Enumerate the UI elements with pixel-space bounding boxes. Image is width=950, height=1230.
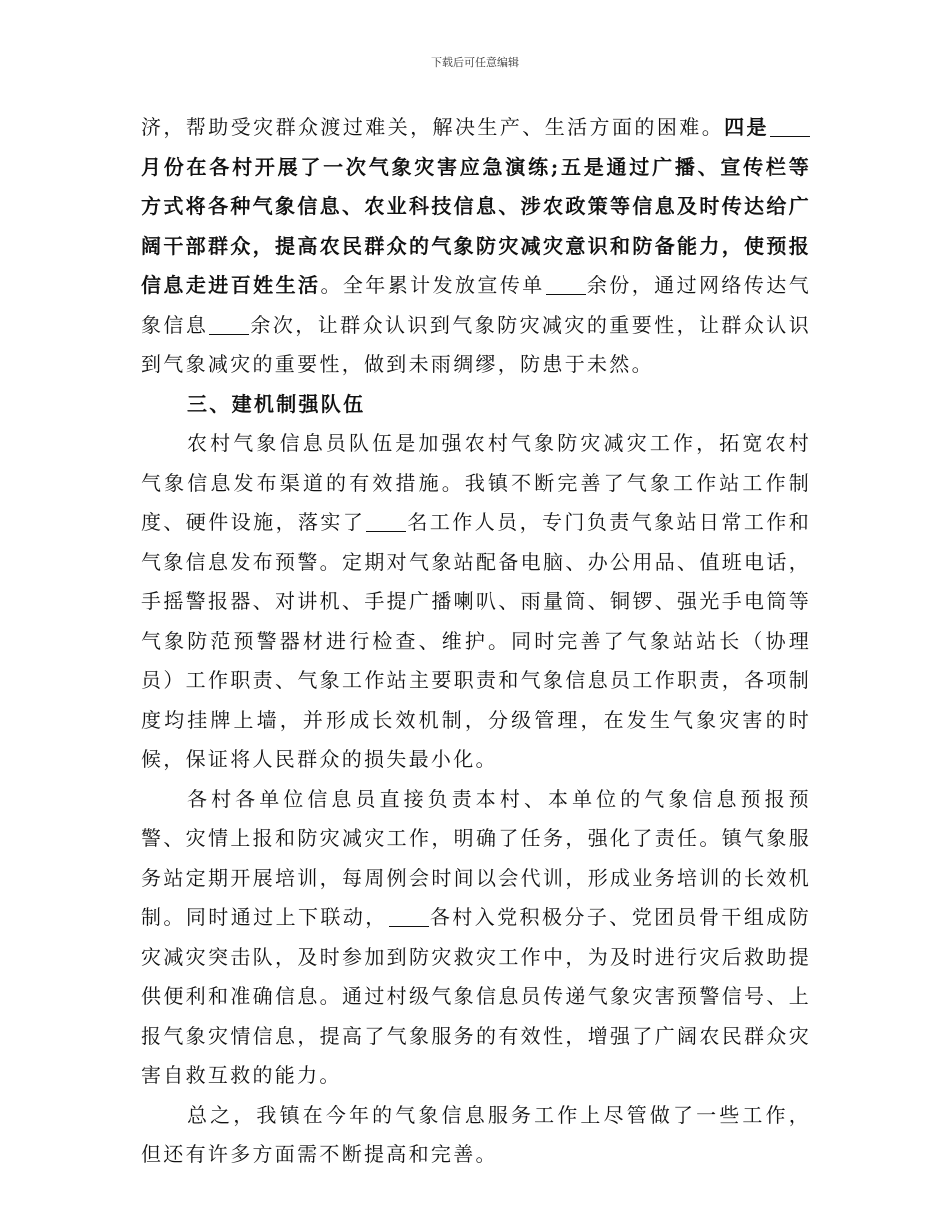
blank-line xyxy=(546,272,586,295)
page-header: 下载后可任意编辑 xyxy=(431,56,519,69)
paragraph-2 xyxy=(141,424,811,780)
p3-text-a: 各村各单位信息员直接负责本村、本单位的气象信息预报预警、灾情上报和防灾减灾工作，明确了任务，强化了责任。镇气象服务站定期开展培训，每周例会时间以会代训，形成业务培训的长效机制。同时通过上下联动， xyxy=(141,786,811,929)
document-body xyxy=(141,108,811,1175)
p2-text-b: 名工作人员，专门负责气象站日常工作和气象信息发布预警。定期对气象站配备电脑、办公用品、值班电话，手摇警报器、对讲机、手提广播喇叭、雨量筒、铜锣、强光手电筒等气象防范预警器材进行检查、维护。同时完善了气象站站长（协理员）工作职责、气象工作站主要职责和气象信息员工作职责，各项制度均挂牌上墙，并形成长效机制，分级管理，在发生气象灾害的时候，保证将人民群众的损失最小化。 xyxy=(141,510,812,771)
p1-text-c2: 余份，通过网络传达气象信息 xyxy=(141,273,812,337)
blank-line xyxy=(389,904,429,927)
section-heading-3: 三、建机制强队伍 xyxy=(187,391,366,416)
paragraph-1 xyxy=(141,108,811,385)
blank-line xyxy=(770,114,810,137)
p1-text-c3: 余次，让群众认识到气象防灾减灾的重要性，让群众认识到气象减灾的重要性，做到未雨绸缪，防患于未然。 xyxy=(141,312,812,376)
p1-bold-b: 月份在各村开展了一次气象灾害应急演练;五是通过广播、宣传栏等方式将各种气象信息、农业科技信息、涉农政策等信息及时传达给广阔干部群众，提高农民群众的气象防灾减灾意识和防备能力，使预报信息走进百姓生活 xyxy=(141,154,811,297)
blank-line xyxy=(366,509,406,532)
p1-text-c1: 。全年累计发放宣传单 xyxy=(320,273,545,297)
paragraph-4: 总之，我镇在今年的气象信息服务工作上尽管做了一些工作，但还有许多方面需不断提高和完善。 xyxy=(141,1102,811,1166)
blank-line xyxy=(209,312,249,335)
p1-bold-a: 四是 xyxy=(724,115,769,139)
paragraph-3 xyxy=(141,780,811,1096)
p3-text-b: 各村入党积极分子、党团员骨干组成防灾减灾突击队，及时参加到防灾救灾工作中，为及时进行灾后救助提供便利和准确信息。通过村级气象信息员传递气象灾害预警信号、上报气象灾情信息，提高了气象服务的有效性，增强了广阔农民群众灾害自救互救的能力。 xyxy=(141,905,811,1087)
p1-text-a: 济，帮助受灾群众渡过难关，解决生产、生活方面的困难。 xyxy=(141,115,725,139)
p2-text-a: 农村气象信息员队伍是加强农村气象防灾减灾工作，拓宽农村气象信息发布渠道的有效措施。我镇不断完善了气象工作站工作制度、硬件设施，落实了 xyxy=(141,431,811,534)
